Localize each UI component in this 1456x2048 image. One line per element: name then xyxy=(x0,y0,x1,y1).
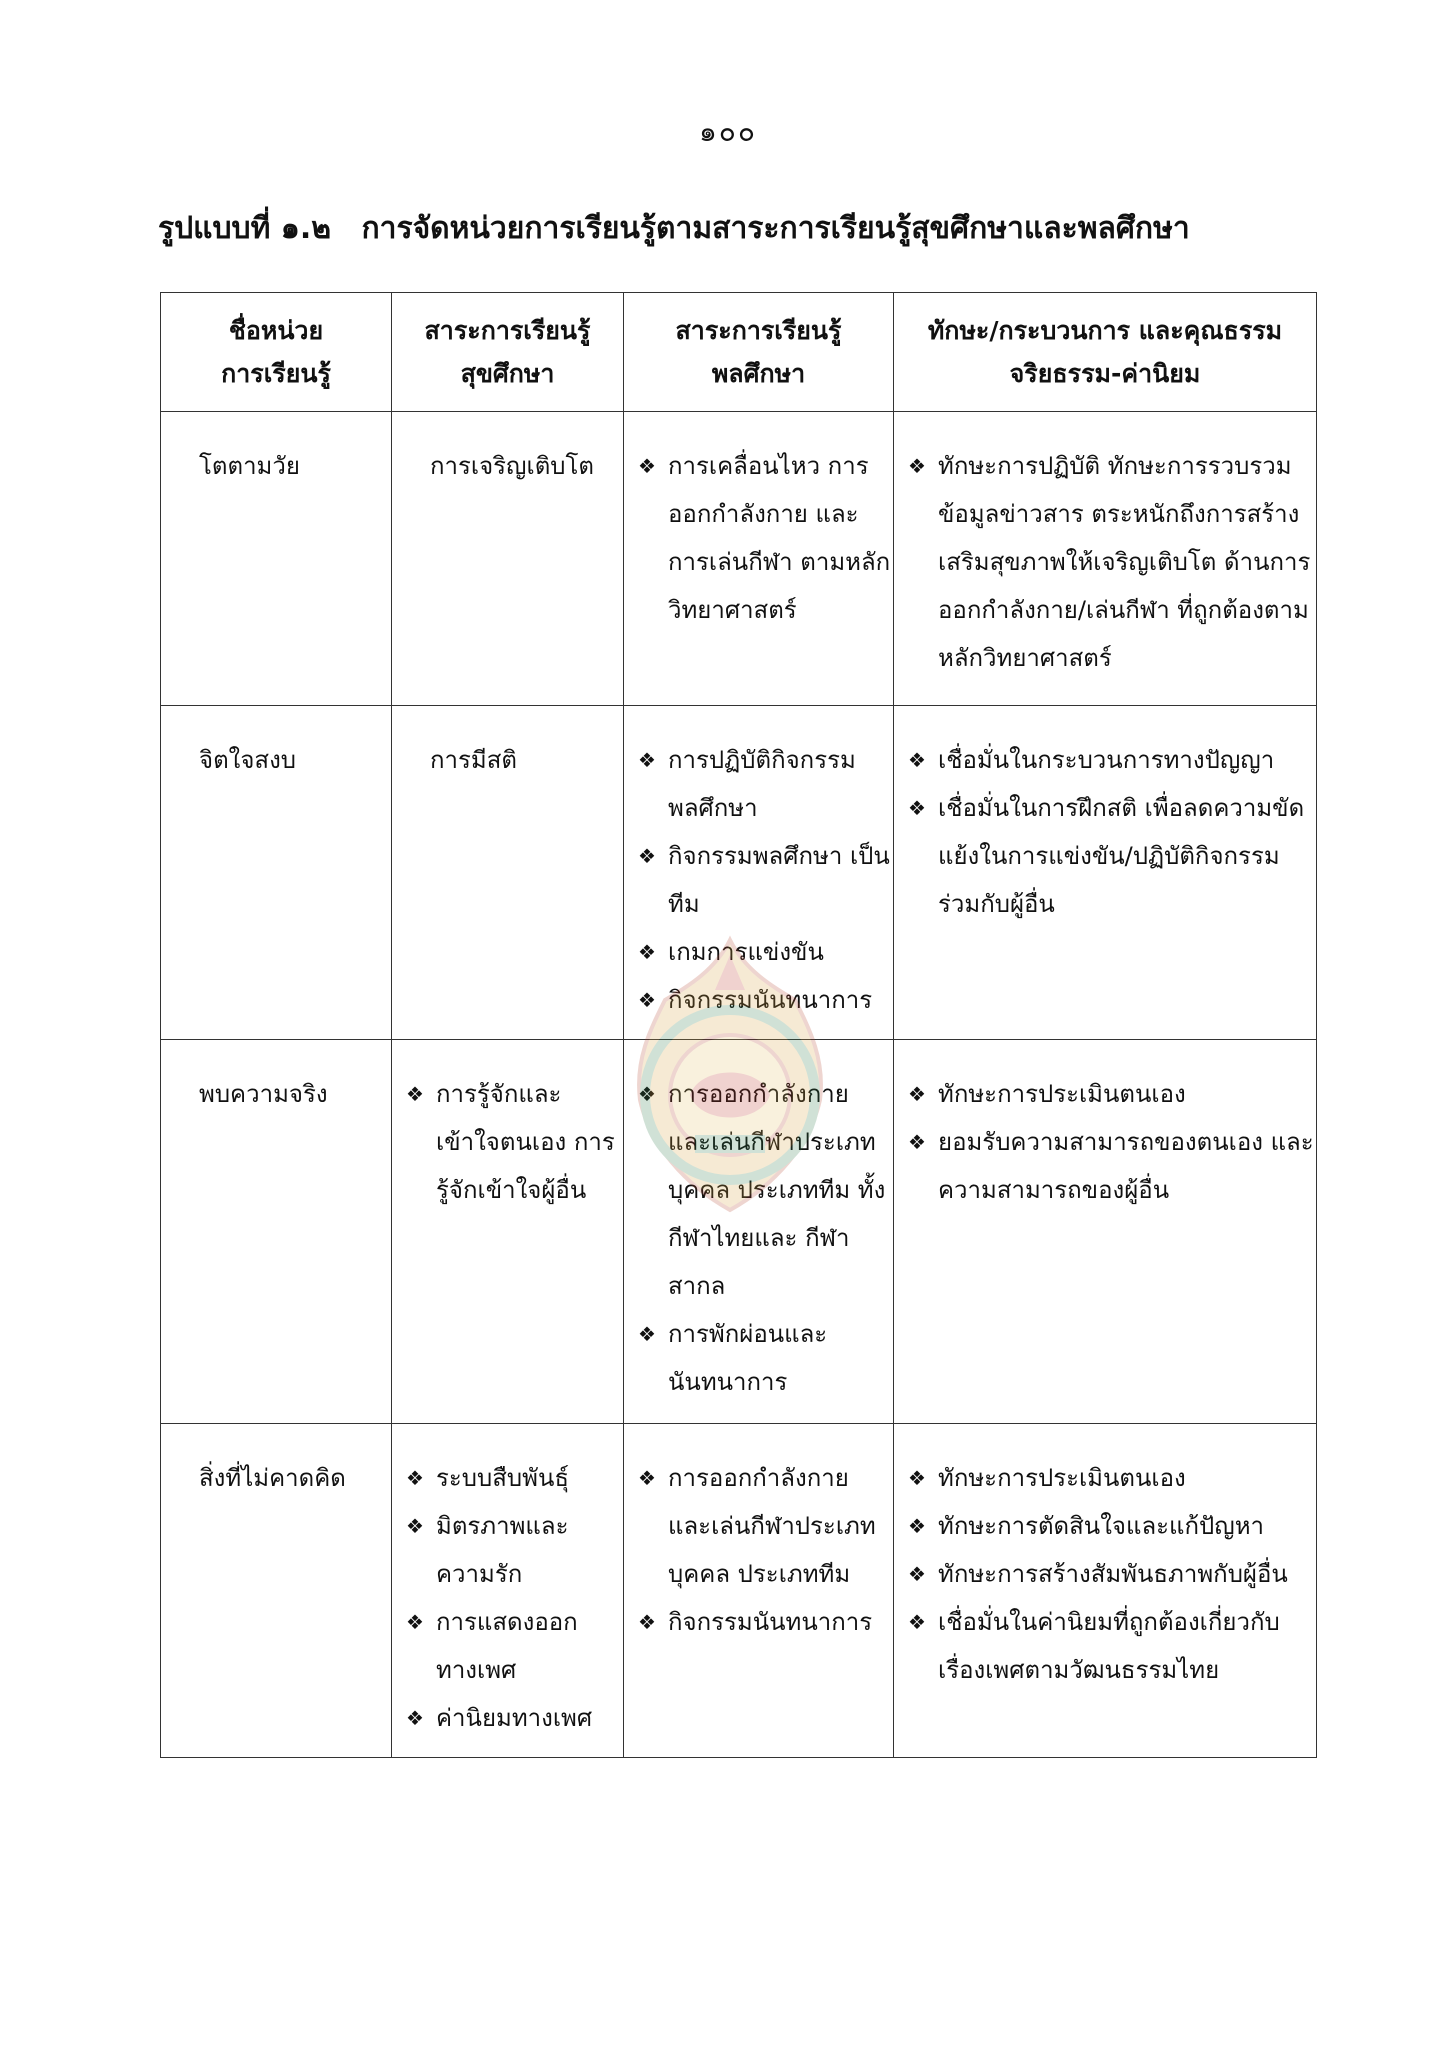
table-row xyxy=(161,412,1317,706)
skills-list xyxy=(894,1454,1316,1694)
list-item: ❖ การรู้จักและ เข้าใจตนเอง การรู้จักเข้าใจผู้อื่น xyxy=(406,1070,623,1214)
header-line: ชื่อหน่วย xyxy=(228,316,324,345)
header-unit-name xyxy=(161,293,392,412)
table-header-row xyxy=(161,293,1317,412)
header-line: ทักษะ/กระบวนการ และคุณธรรม xyxy=(927,316,1283,345)
list-item: ❖ การปฏิบัติกิจกรรม พลศึกษา xyxy=(638,736,893,832)
cell-health xyxy=(392,412,624,706)
learning-units-table xyxy=(160,292,1317,1758)
unit-name: พบความจริง xyxy=(199,1080,328,1108)
list-item: ❖ การพักผ่อนและ นันทนาการ xyxy=(638,1310,893,1406)
table-row xyxy=(161,706,1317,1040)
header-health-content xyxy=(392,293,624,412)
list-item: ❖ ทักษะการสร้างสัมพันธภาพกับผู้อื่น xyxy=(908,1550,1316,1598)
list-item: ❖ การออกกำลังกาย และเล่นกีฬาประเภท บุคคล ประเภททีม xyxy=(638,1454,893,1598)
header-line: จริยธรรม-ค่านิยม xyxy=(1009,359,1201,388)
cell-skills xyxy=(894,1424,1317,1758)
unit-name: สิ่งที่ไม่คาดคิด xyxy=(199,1464,346,1492)
header-pe-content xyxy=(624,293,894,412)
caption-number: รูปแบบที่ ๑.๒ xyxy=(158,211,332,246)
pe-list xyxy=(624,1454,893,1646)
header-line: การเรียนรู้ xyxy=(221,359,331,388)
list-item: ❖ ระบบสืบพันธุ์ xyxy=(406,1454,623,1502)
list-item: ❖ การเคลื่อนไหว การออกกำลังกาย และการเล่นกีฬา ตามหลักวิทยาศาสตร์ xyxy=(638,442,893,634)
skills-list xyxy=(894,1070,1316,1214)
pe-list xyxy=(624,736,893,1024)
list-item: ❖ การออกกำลังกาย และเล่นกีฬาประเภท บุคคล ประเภททีม ทั้งกีฬาไทยและ กีฬาสากล xyxy=(638,1070,893,1310)
list-item: ❖ กิจกรรมนันทนาการ xyxy=(638,1598,893,1646)
list-item: ❖ เชื่อมั่นในค่านิยมที่ถูกต้องเกี่ยวกับ เรื่องเพศตามวัฒนธรรมไทย xyxy=(908,1598,1316,1694)
list-item: ❖ เกมการแข่งขัน xyxy=(638,928,893,976)
list-item: ❖ กิจกรรมนันทนาการ xyxy=(638,976,893,1024)
cell-pe xyxy=(624,412,894,706)
figure-caption xyxy=(158,205,1318,252)
cell-pe xyxy=(624,706,894,1040)
table-row xyxy=(161,1424,1317,1758)
cell-unit xyxy=(161,1040,392,1424)
list-item: ❖ ทักษะการประเมินตนเอง xyxy=(908,1454,1316,1502)
list-item: ❖ เชื่อมั่นในการฝึกสติ เพื่อลดความขัดแย้งในการแข่งขัน/ปฏิบัติกิจกรรม ร่วมกับผู้อื่น xyxy=(908,784,1316,928)
caption-title: การจัดหน่วยการเรียนรู้ตามสาระการเรียนรู้สุขศึกษาและพลศึกษา xyxy=(361,211,1190,246)
unit-name: จิตใจสงบ xyxy=(199,746,297,774)
unit-name: โตตามวัย xyxy=(199,452,300,480)
pe-list xyxy=(624,1070,893,1406)
list-item: ❖ กิจกรรมพลศึกษา เป็นทีม xyxy=(638,832,893,928)
list-item: ❖ ทักษะการปฏิบัติ ทักษะการรวบรวม ข้อมูลข่าวสาร ตระหนักถึงการสร้างเสริมสุขภาพให้เจริญเติบโต ด้านการออกกำลังกาย/เล่นกีฬา ที่ถูกต้องตามหลักวิทยาศาสตร์ xyxy=(908,442,1316,682)
list-item: ❖ ทักษะการประเมินตนเอง xyxy=(908,1070,1316,1118)
skills-list xyxy=(894,442,1316,682)
cell-pe xyxy=(624,1040,894,1424)
cell-unit xyxy=(161,412,392,706)
header-line: สาระการเรียนรู้ xyxy=(424,316,591,345)
health-list xyxy=(392,1070,623,1214)
cell-unit xyxy=(161,1424,392,1758)
header-line: สาระการเรียนรู้ xyxy=(675,316,842,345)
health-content: การเจริญเติบโต xyxy=(430,452,595,480)
list-item: ❖ ยอมรับความสามารถของตนเอง และความสามารถของผู้อื่น xyxy=(908,1118,1316,1214)
pe-list xyxy=(624,442,893,634)
header-line: พลศึกษา xyxy=(711,359,806,388)
cell-skills xyxy=(894,706,1317,1040)
page-number: ๑๐๐ xyxy=(699,115,757,148)
list-item: ❖ มิตรภาพและ ความรัก xyxy=(406,1502,623,1598)
cell-skills xyxy=(894,412,1317,706)
header-line: สุขศึกษา xyxy=(460,359,555,388)
header-skills-values xyxy=(894,293,1317,412)
health-content: การมีสติ xyxy=(430,746,517,774)
list-item: ❖ การแสดงออก ทางเพศ xyxy=(406,1598,623,1694)
cell-unit xyxy=(161,706,392,1040)
list-item: ❖ ทักษะการตัดสินใจและแก้ปัญหา xyxy=(908,1502,1316,1550)
list-item: ❖ ค่านิยมทางเพศ xyxy=(406,1694,623,1742)
cell-pe xyxy=(624,1424,894,1758)
table-row xyxy=(161,1040,1317,1424)
cell-skills xyxy=(894,1040,1317,1424)
cell-health xyxy=(392,1424,624,1758)
health-list xyxy=(392,1454,623,1742)
cell-health xyxy=(392,1040,624,1424)
skills-list xyxy=(894,736,1316,928)
cell-health xyxy=(392,706,624,1040)
list-item: ❖ เชื่อมั่นในกระบวนการทางปัญญา xyxy=(908,736,1316,784)
